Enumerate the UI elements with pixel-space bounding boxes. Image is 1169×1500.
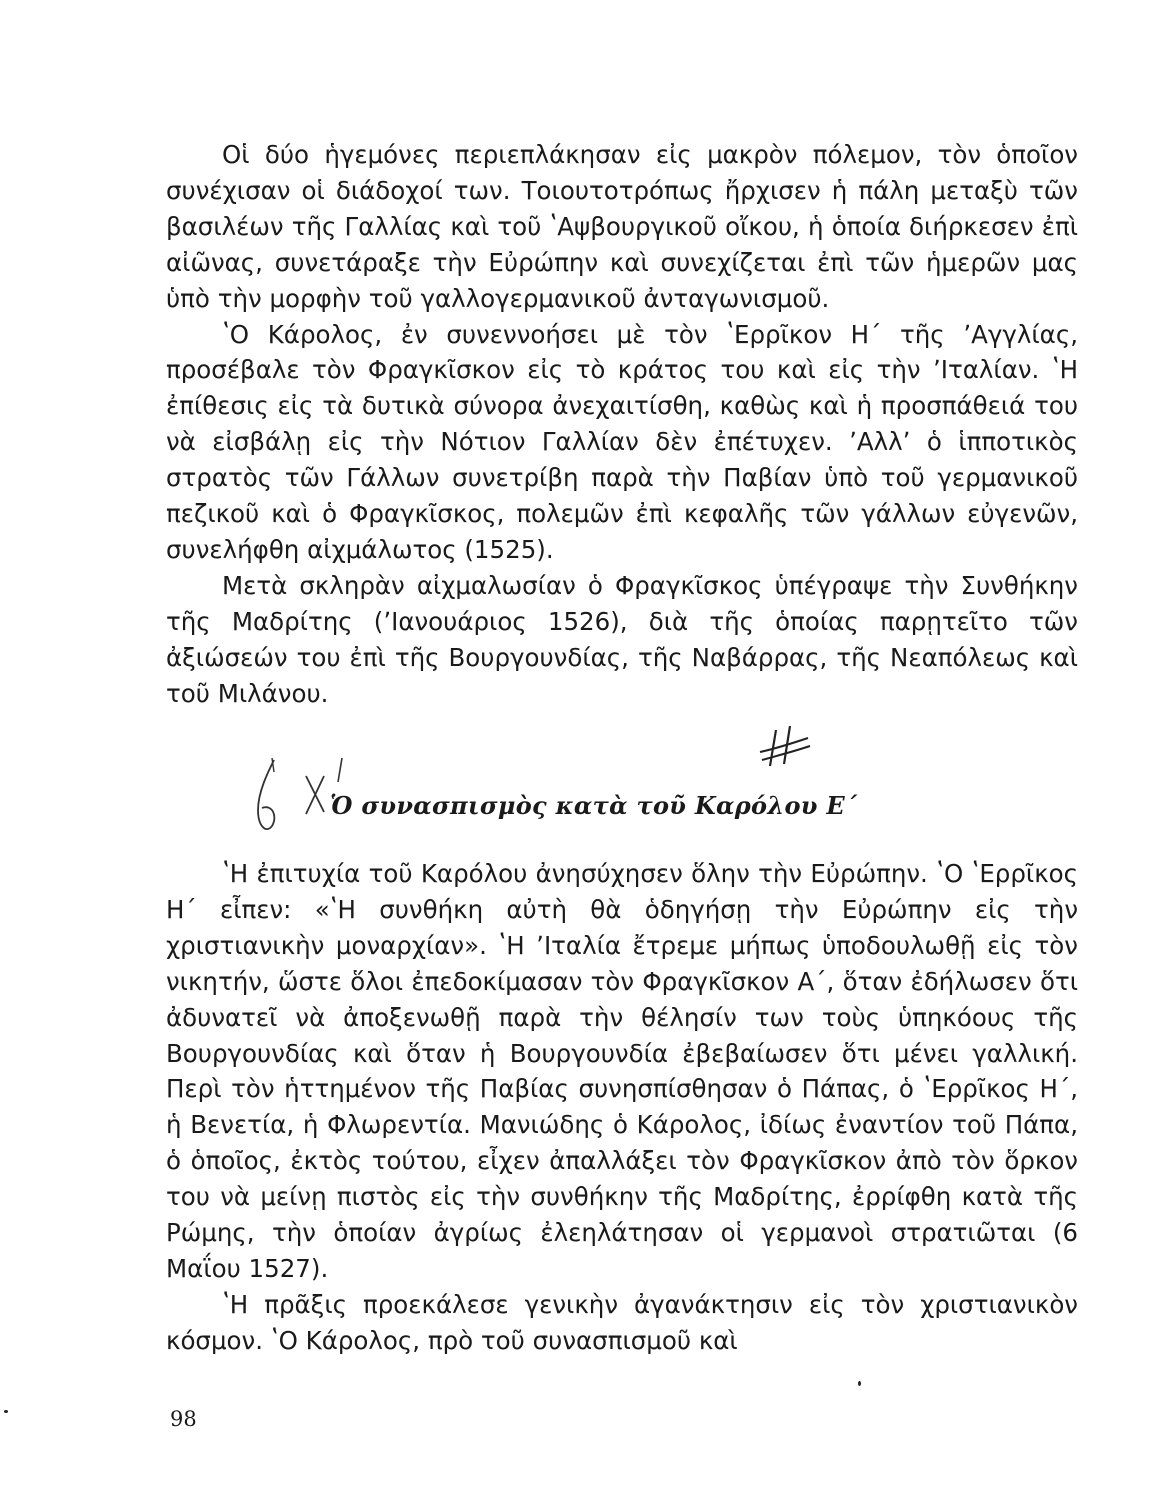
- page-number: 98: [170, 1407, 197, 1431]
- paragraph: ʽΟ Κάρολος, ἐν συνεννοήσει μὲ τὸν ʽΕρρῖκον Η΄ τῆς ʼΑγγλίας, προσέβαλε τὸν Φραγκῖσκον εἰς τὸ κράτος του καὶ εἰς τὴν ʼΙταλίαν. ʽΗ ἐπίθεσις εἰς τὰ δυτικὰ σύνορα ἀνεχαιτίσθη, καθὼς καὶ ἡ προσπάθειά του νὰ εἰσβάλῃ εἰς τὴν Νότιον Γαλλίαν δὲν ἐπέτυχεν. ʼΑλλʼ ὁ ἱπποτικὸς στρατὸς τῶν Γάλλων συνετρίβη παρὰ τὴν Παβίαν ὑπὸ τοῦ γερμανικοῦ πεζικοῦ καὶ ὁ Φραγκῖσκος, πολεμῶν ἐπὶ κεφαλῆς τῶν γάλλων εὐγενῶν, συνελήφθη αἰχμάλωτος (1525).: [166, 319, 1078, 564]
- text-section-after-heading: [166, 856, 1078, 1359]
- paragraph: ʽΗ ἐπιτυχία τοῦ Καρόλου ἀνησύχησεν ὅλην τὴν Εὐρώπην. ʽΟ ʽΕρρῖκος Η΄ εἶπεν: «ʽΗ συνθήκη αὐτὴ θὰ ὁδηγήσῃ τὴν Εὐρώπην εἰς τὴν χριστιανικὴν μοναρχίαν». ʽΗ ʼΙταλία ἔτρεμε μήπως ὑποδουλωθῇ εἰς τὸν νικητήν, ὥστε ὅλοι ἐπεδοκίμασαν τὸν Φραγκῖσκον Α΄, ὅταν ἐδήλωσεν ὅτι ἀδυνατεῖ νὰ ἀποξενωθῇ παρὰ τὴν θέλησίν των τοὺς ὑπηκόους τῆς Βουργουνδίας καὶ ὅταν ἡ Βουργουνδία ἐβεβαίωσεν ὅτι μένει γαλλική. Περὶ τὸν ἡττημένον τῆς Παβίας συνησπίσθησαν ὁ Πάπας, ὁ ʽΕρρῖκος Η΄, ἡ Βενετία, ἡ Φλωρεντία. Μανιώδης ὁ Κάρολος, ἰδίως ἐναντίον τοῦ Πάπα, ὁ ὁποῖος, ἐκτὸς τούτου, εἶχεν ἀπαλλάξει τὸν Φραγκῖσκον ἀπὸ τὸν ὅρκον του νὰ μείνῃ πιστὸς εἰς τὴν συνθήκην τῆς Μαδρίτης, ἐρρίφθη κατὰ τῆς Ρώμης, τὴν ὁποίαν ἀγρίως ἐλεηλάτησαν οἱ γερμανοὶ στρατιῶται (6 Μαΐου 1527).: [166, 859, 1078, 1283]
- section-heading: Ὁ συνασπισμὸς κατὰ τοῦ Καρόλου Ε΄: [330, 791, 858, 820]
- scan-speck: [4, 1410, 8, 1413]
- paragraph: ʽΗ πρᾶξις προεκάλεσε γενικὴν ἀγανάκτησιν εἰς τὸν χριστιανικὸν κόσμον. ʽΟ Κάρολος, πρὸ τοῦ συνασπισμοῦ καὶ: [166, 1289, 1078, 1355]
- text-section-before-heading: [166, 137, 1078, 712]
- scan-speck: [858, 1381, 861, 1386]
- paragraph: Οἱ δύο ἡγεμόνες περιεπλάκησαν εἰς μακρὸν πόλεμον, τὸν ὁποῖον συνέχισαν οἱ διάδοχοί των. Τοιουτοτρόπως ἤρχισεν ἡ πάλη μεταξὺ τῶν βασιλέων τῆς Γαλλίας καὶ τοῦ ʽΑψβουργικοῦ οἴκου, ἡ ὁποία διήρκεσεν ἐπὶ αἰῶνας, συνετάραξε τὴν Εὐρώπην καὶ συνεχίζεται ἐπὶ τῶν ἡμερῶν μας ὑπὸ τὴν μορφὴν τοῦ γαλλογερμανικοῦ ἀνταγωνισμοῦ.: [166, 140, 1078, 313]
- handwritten-strike-mark: [756, 722, 812, 768]
- paragraph: Μετὰ σκληρὰν αἰχμαλωσίαν ὁ Φραγκῖσκος ὑπέγραψε τὴν Συνθήκην τῆς Μαδρίτης (ʼΙανουάριος 1526), διὰ τῆς ὁποίας παρῃτεῖτο τῶν ἀξιώσεών του ἐπὶ τῆς Βουργουνδίας, τῆς Ναβάρρας, τῆς Νεαπόλεως καὶ τοῦ Μιλάνου.: [166, 570, 1078, 708]
